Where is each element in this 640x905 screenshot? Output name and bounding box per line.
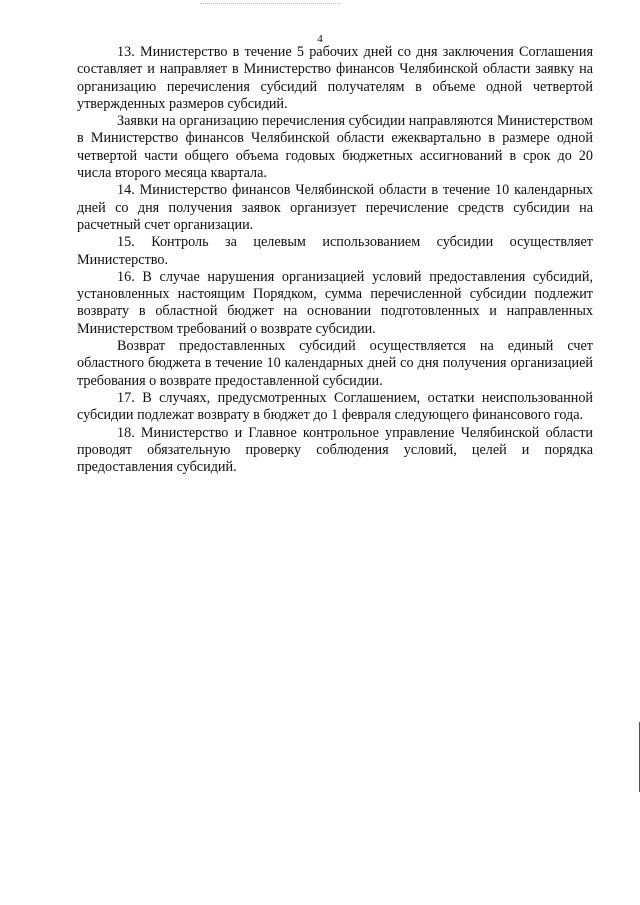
paragraph-15: 15. Контроль за целевым использованием субсидии осуществляет Министерство. [77, 234, 593, 268]
paragraph-16: 16. В случае нарушения организацией условий предоставления субсидий, установленных настоящим Порядком, сумма перечисленной субсидии подлежит возврату в областной бюджет на основании подготовленных и направленных Министерством требований о возврате субсидии. [77, 268, 593, 337]
paragraph-17: 17. В случаях, предусмотренных Соглашением, остатки неиспользованной субсидии подлежат возврату в бюджет до 1 февраля следующего финансового года. [77, 389, 593, 424]
paragraph-14: 14. Министерство финансов Челябинской области в течение 10 календарных дней со дня получения заявок организует перечисление средств субсидии на расчетный счет организации. [77, 182, 593, 233]
scan-artifact [200, 3, 340, 6]
page-number: 4 [317, 33, 323, 45]
document-body [77, 44, 593, 476]
paragraph-applications: Заявки на организацию перечисления субсидии направляются Министерством в Министерство финансов Челябинской области ежеквартально в размере одной четвертой части общего объема годовых бюджетных ассигнований в срок до 20 числа второго месяца квартала. [77, 113, 593, 182]
paragraph-13: 13. Министерство в течение 5 рабочих дней со дня заключения Соглашения составляет и направляет в Министерство финансов Челябинской области заявку на организацию перечисления субсидий получателям в объеме одной четвертой утвержденных размеров субсидий. [77, 44, 593, 112]
paragraph-refund: Возврат предоставленных субсидий осуществляется на единый счет областного бюджета в течение 10 календарных дней со дня получения организацией требования о возврате предоставленной субсидии. [77, 338, 593, 389]
paragraph-18: 18. Министерство и Главное контрольное управление Челябинской области проводят обязательную проверку соблюдения условий, целей и порядка предоставления субсидий. [77, 424, 593, 476]
